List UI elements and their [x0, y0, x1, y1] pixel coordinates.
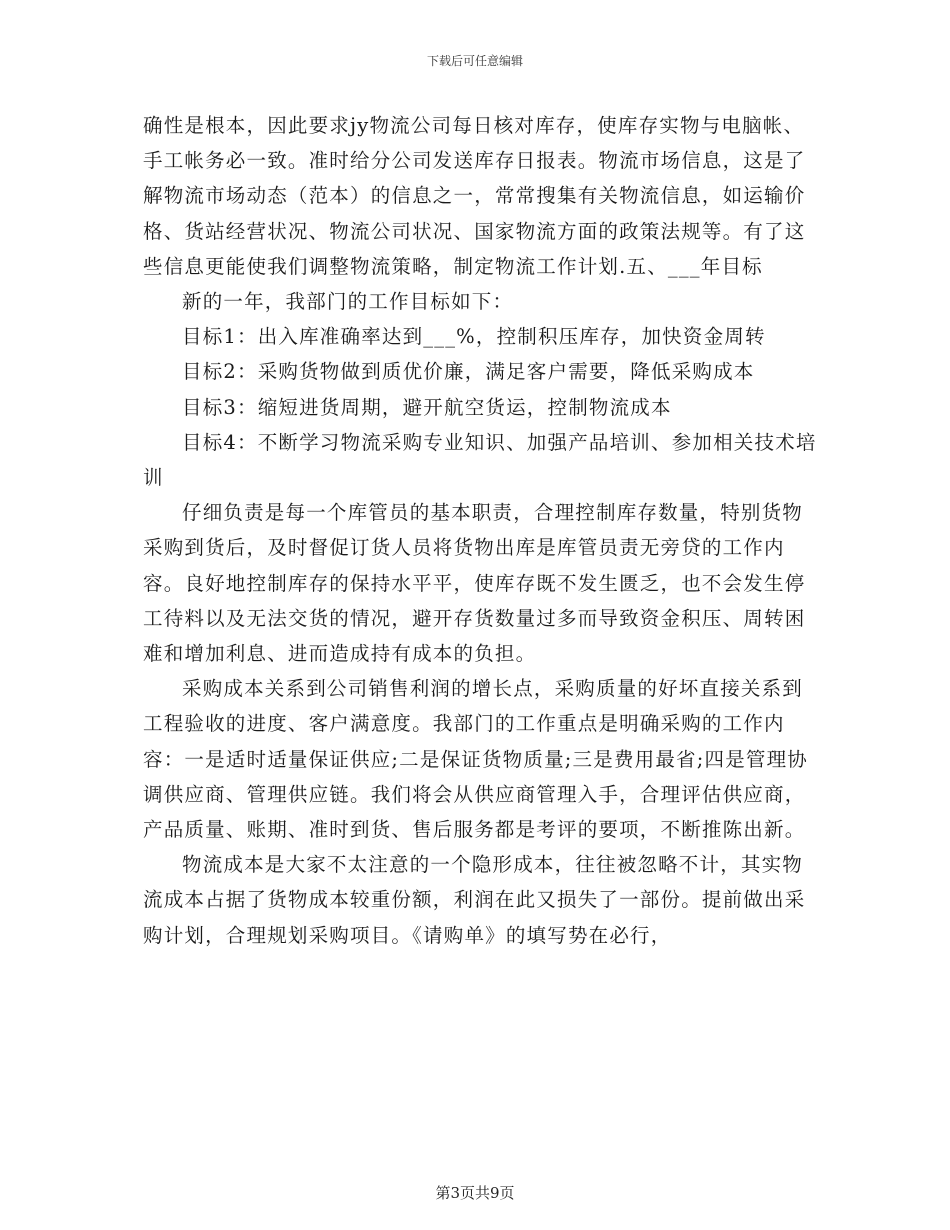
document-body	[143, 108, 817, 953]
goal-item-3: 目标3：缩短进货周期，避开航空货运，控制物流成本	[182, 395, 672, 419]
paragraph-goals-intro: 新的一年，我部门的工作目标如下：	[182, 290, 514, 314]
page-footer: 第3页共9页	[435, 1184, 515, 1202]
paragraph-procurement: 采购成本关系到公司销售利润的增长点，采购质量的好坏直接关系到工程验收的进度、客户满意度。我部门的工作重点是明确采购的工作内容：一是适时适量保证供应;二是保证货物质量;三是费用最省;四是管理协调供应商、管理供应链。我们将会从供应商管理入手，合理评估供应商，产品质量、账期、准时到货、售后服务都是考评的要项，不断推陈出新。	[143, 677, 809, 842]
paragraph-logistics-cost: 物流成本是大家不太注意的一个隐形成本，往往被忽略不计，其实物流成本占据了货物成本较重份额，利润在此又损失了一部份。提前做出采购计划，合理规划采购项目。《请购单》的填写势在必行，	[143, 853, 806, 947]
paragraph-continuation: 确性是根本，因此要求jy物流公司每日核对库存，使库存实物与电脑帐、手工帐务必一致。准时给分公司发送库存日报表。物流市场信息，这是了解物流市场动态（范本）的信息之一，常常搜集有关物流信息，如运输价格、货站经营状况、物流公司状况、国家物流方面的政策法规等。有了这些信息更能使我们调整物流策略，制定物流工作计划.五、___年目标	[143, 114, 806, 278]
goal-item-1: 目标1：出入库准确率达到___%，控制积压库存，加快资金周转	[182, 325, 766, 349]
page-header: 下载后可任意编辑	[426, 54, 523, 68]
goal-item-2: 目标2：采购货物做到质优价廉，满足客户需要，降低采购成本	[182, 360, 755, 384]
goal-item-4: 目标4：不断学习物流采购专业知识、加强产品培训、参加相关技术培训	[143, 430, 817, 490]
paragraph-inventory: 仔细负责是每一个库管员的基本职责，合理控制库存数量，特别货物采购到货后，及时督促订货人员将货物出库是库管员责无旁贷的工作内容。良好地控制库存的保持水平平，使库存既不发生匮乏，也不会发生停工待料以及无法交货的情况，避开存货数量过多而导致资金积压、周转困难和增加利息、进而造成持有成本的负担。	[143, 501, 806, 666]
